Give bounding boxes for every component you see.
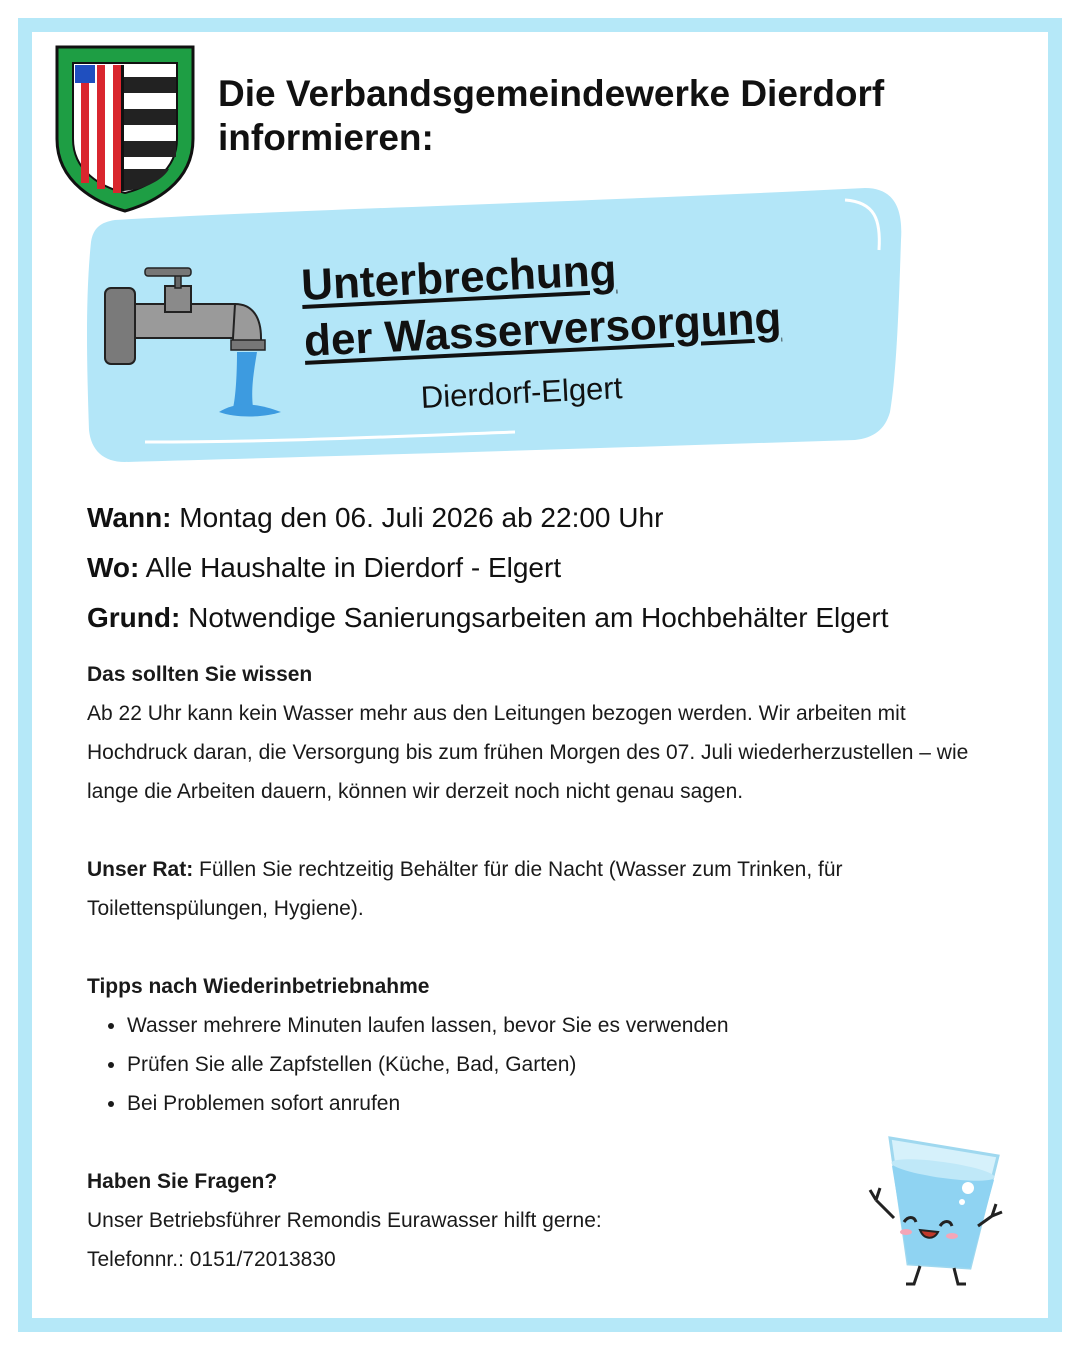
header-title-line1: Die Verbandsgemeindewerke Dierdorf [218, 73, 885, 114]
advice-text: Füllen Sie rechtzeitig Behälter für die Nacht (Wasser zum Trinken, für Toilettenspülungen, Hygiene). [87, 858, 843, 920]
tips-list [87, 1006, 1007, 1123]
fact-where: Wo: Alle Haushalte in Dierdorf - Elgert [87, 552, 562, 583]
banner-title-line2: der Wasserversorgung [302, 293, 783, 366]
header-title [218, 72, 1018, 160]
list-item: • Prüfen Sie alle Zapfstellen (Küche, Bad, Garten) [127, 1045, 1007, 1084]
advice-label: Unser Rat: [87, 858, 194, 881]
advice-paragraph [87, 850, 1007, 928]
tips-heading: Tipps nach Wiederinbetriebnahme [87, 975, 430, 998]
key-facts [87, 493, 1027, 643]
header-title-line2: informieren: [218, 117, 434, 158]
contact-heading: Haben Sie Fragen? [87, 1170, 278, 1193]
fact-reason: Grund: Notwendige Sanierungsarbeiten am Hochbehälter Elgert [87, 602, 889, 633]
banner-subtitle: Dierdorf-Elgert [420, 370, 624, 415]
fact-when: Wann: Montag den 06. Juli 2026 ab 22:00 Uhr [87, 502, 664, 533]
list-item: • Bei Problemen sofort anrufen [127, 1084, 1007, 1123]
info-heading: Das sollten Sie wissen [87, 663, 313, 686]
water-glass-mascot-icon [858, 1118, 1008, 1288]
info-text: Ab 22 Uhr kann kein Wasser mehr aus den Leitungen bezogen werden. Wir arbeiten mit Hochdruck daran, die Versorgung bis zum frühen Morgen des 07. Juli wiederherzustellen – wie lange die Arbeiten dauern, können wir derzeit noch nicht genau sagen. [87, 702, 969, 803]
contact-phone: Telefonnr.: 0151/72013830 [87, 1248, 336, 1271]
banner-title-line1: Unterbrechung [300, 245, 618, 310]
contact-line1: Unser Betriebsführer Remondis Eurawasser hilft gerne: [87, 1209, 602, 1232]
list-item: • Wasser mehrere Minuten laufen lassen, bevor Sie es verwenden [127, 1006, 1007, 1045]
